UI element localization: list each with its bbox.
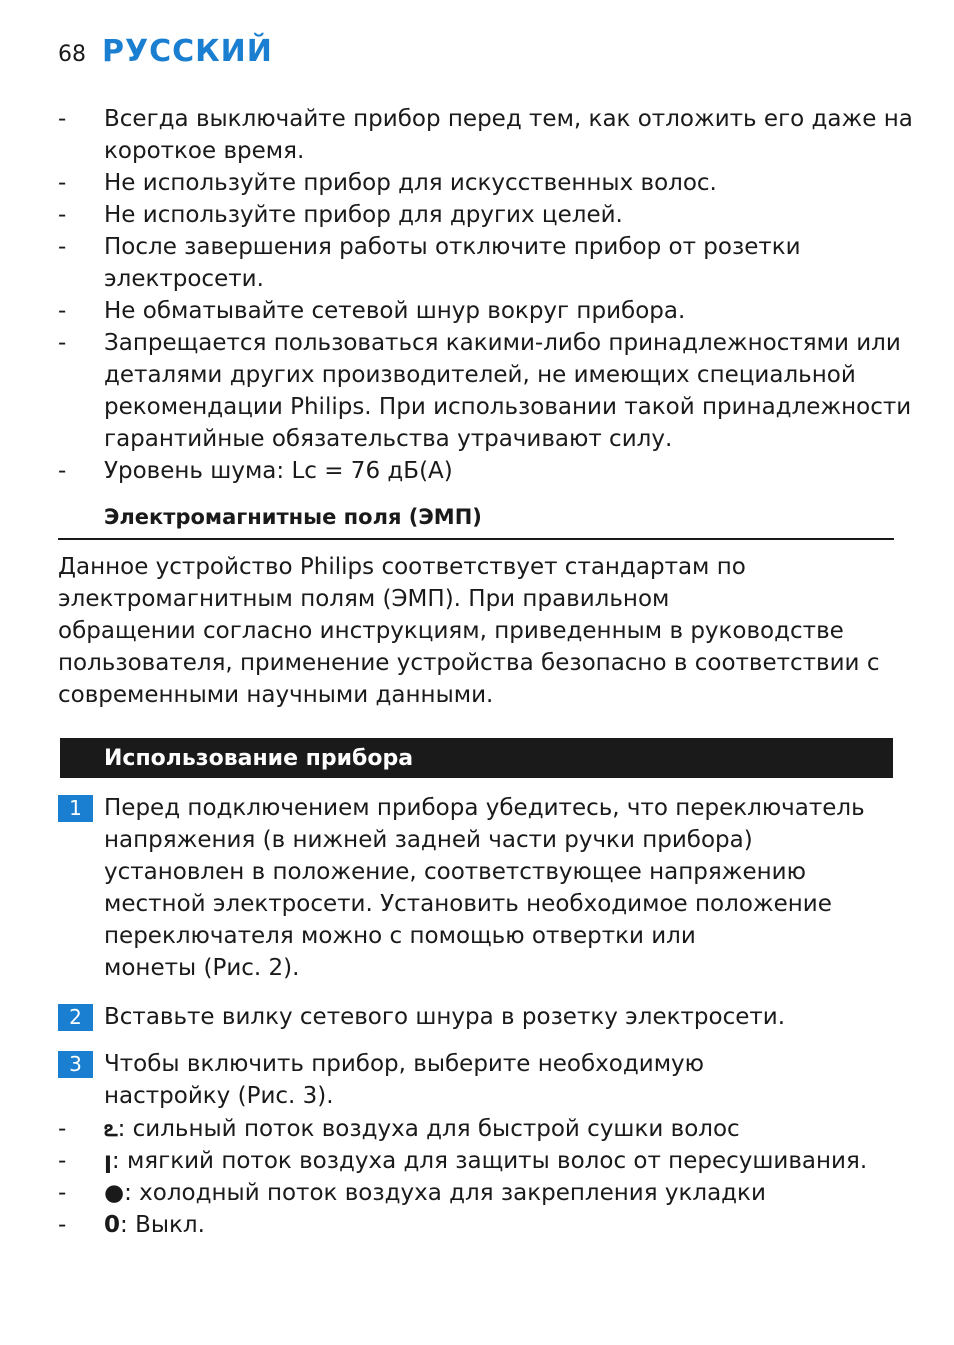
step-line: установлен в положение, соответствующее напряжению xyxy=(104,859,806,885)
setting-symbol-icon: 0 xyxy=(104,1212,121,1238)
step-line: напряжения (в нижней задней части ручки прибора) xyxy=(104,827,753,853)
page-number: 68 xyxy=(58,42,86,67)
step-text xyxy=(104,1048,704,1112)
emf-line: электромагнитным полям (ЭМП). При правильном xyxy=(58,586,670,612)
setting-symbol-icon: ఽ xyxy=(104,1116,118,1142)
step-line: Перед подключением прибора убедитесь, что переключатель xyxy=(104,795,865,821)
list-item xyxy=(58,455,898,487)
usage-heading: Использование прибора xyxy=(104,746,414,771)
setting-item xyxy=(58,1145,898,1177)
bullet-dash: - xyxy=(58,202,67,228)
step-line: монеты (Рис. 2). xyxy=(104,955,300,981)
step-number-badge: 2 xyxy=(58,1004,93,1031)
bullet-dash: - xyxy=(58,1180,67,1206)
usage-section-bar xyxy=(60,738,893,778)
settings-list xyxy=(58,1113,898,1241)
setting-description: : сильный поток воздуха для быстрой сушки волос xyxy=(117,1116,740,1142)
bullet-dash: - xyxy=(58,106,67,132)
setting-description: : Выкл. xyxy=(120,1212,205,1238)
emf-line: пользователя, применение устройства безопасно в соответствии с xyxy=(58,650,880,676)
emf-paragraph xyxy=(58,551,898,711)
list-item xyxy=(58,231,898,295)
list-item-line: Не используйте прибор для других целей. xyxy=(104,202,623,228)
list-item xyxy=(58,103,913,167)
step-number-badge: 3 xyxy=(58,1051,93,1078)
step-text xyxy=(104,792,865,984)
bullet-dash: - xyxy=(58,170,67,196)
list-item-line: Уровень шума: Lc = 76 дБ(A) xyxy=(104,458,453,484)
step-text xyxy=(104,1001,785,1033)
step-number-badge: 1 xyxy=(58,795,93,822)
setting-symbol-icon: ● xyxy=(104,1180,125,1206)
setting-description: : холодный поток воздуха для закрепления укладки xyxy=(124,1180,766,1206)
language-title: РУССКИЙ xyxy=(102,34,273,69)
step-line: местной электросети. Установить необходимое положение xyxy=(104,891,832,917)
emf-line: обращении согласно инструкциям, приведенным в руководстве xyxy=(58,618,844,644)
bullet-dash: - xyxy=(58,330,67,356)
list-item-line: Всегда выключайте прибор перед тем, как отложить его даже на xyxy=(104,106,913,132)
setting-item xyxy=(58,1177,898,1209)
list-item xyxy=(58,199,898,231)
list-item-line: После завершения работы отключите прибор от розетки xyxy=(104,234,801,260)
list-item-line: гарантийные обязательства утрачивают силу. xyxy=(104,426,673,452)
list-item-line: короткое время. xyxy=(104,138,305,164)
step-line: Чтобы включить прибор, выберите необходимую xyxy=(104,1051,705,1077)
list-item-line: Запрещается пользоваться какими-либо принадлежностями или xyxy=(104,330,901,356)
setting-description: : мягкий поток воздуха для защиты волос от пересушивания. xyxy=(111,1148,868,1174)
step-line: переключателя можно с помощью отвертки или xyxy=(104,923,696,949)
list-item xyxy=(58,327,912,455)
list-item xyxy=(58,167,898,199)
bullet-dash: - xyxy=(58,458,67,484)
step-line: настройку (Рис. 3). xyxy=(104,1083,334,1109)
bullet-dash: - xyxy=(58,1148,67,1174)
setting-item xyxy=(58,1113,898,1145)
bullet-dash: - xyxy=(58,1212,67,1238)
bullet-dash: - xyxy=(58,234,67,260)
list-item-line: рекомендации Philips. При использовании такой принадлежности xyxy=(104,394,912,420)
list-item xyxy=(58,295,898,327)
bullet-dash: - xyxy=(58,298,67,324)
emf-line: Данное устройство Philips соответствует стандартам по xyxy=(58,554,746,580)
setting-item xyxy=(58,1209,898,1241)
list-item-line: электросети. xyxy=(104,266,264,292)
list-item-line: Не обматывайте сетевой шнур вокруг прибора. xyxy=(104,298,686,324)
bullet-dash: - xyxy=(58,1116,67,1142)
safety-list xyxy=(58,103,913,487)
heading-rule xyxy=(58,538,894,540)
emf-heading: Электромагнитные поля (ЭМП) xyxy=(104,505,482,529)
step-line: Вставьте вилку сетевого шнура в розетку электросети. xyxy=(104,1004,786,1030)
page-header xyxy=(58,34,273,69)
emf-line: современными научными данными. xyxy=(58,682,494,708)
list-item-line: Не используйте прибор для искусственных волос. xyxy=(104,170,717,196)
list-item-line: деталями других производителей, не имеющих специальной xyxy=(104,362,856,388)
setting-symbol-icon: ꞁ xyxy=(104,1148,112,1174)
